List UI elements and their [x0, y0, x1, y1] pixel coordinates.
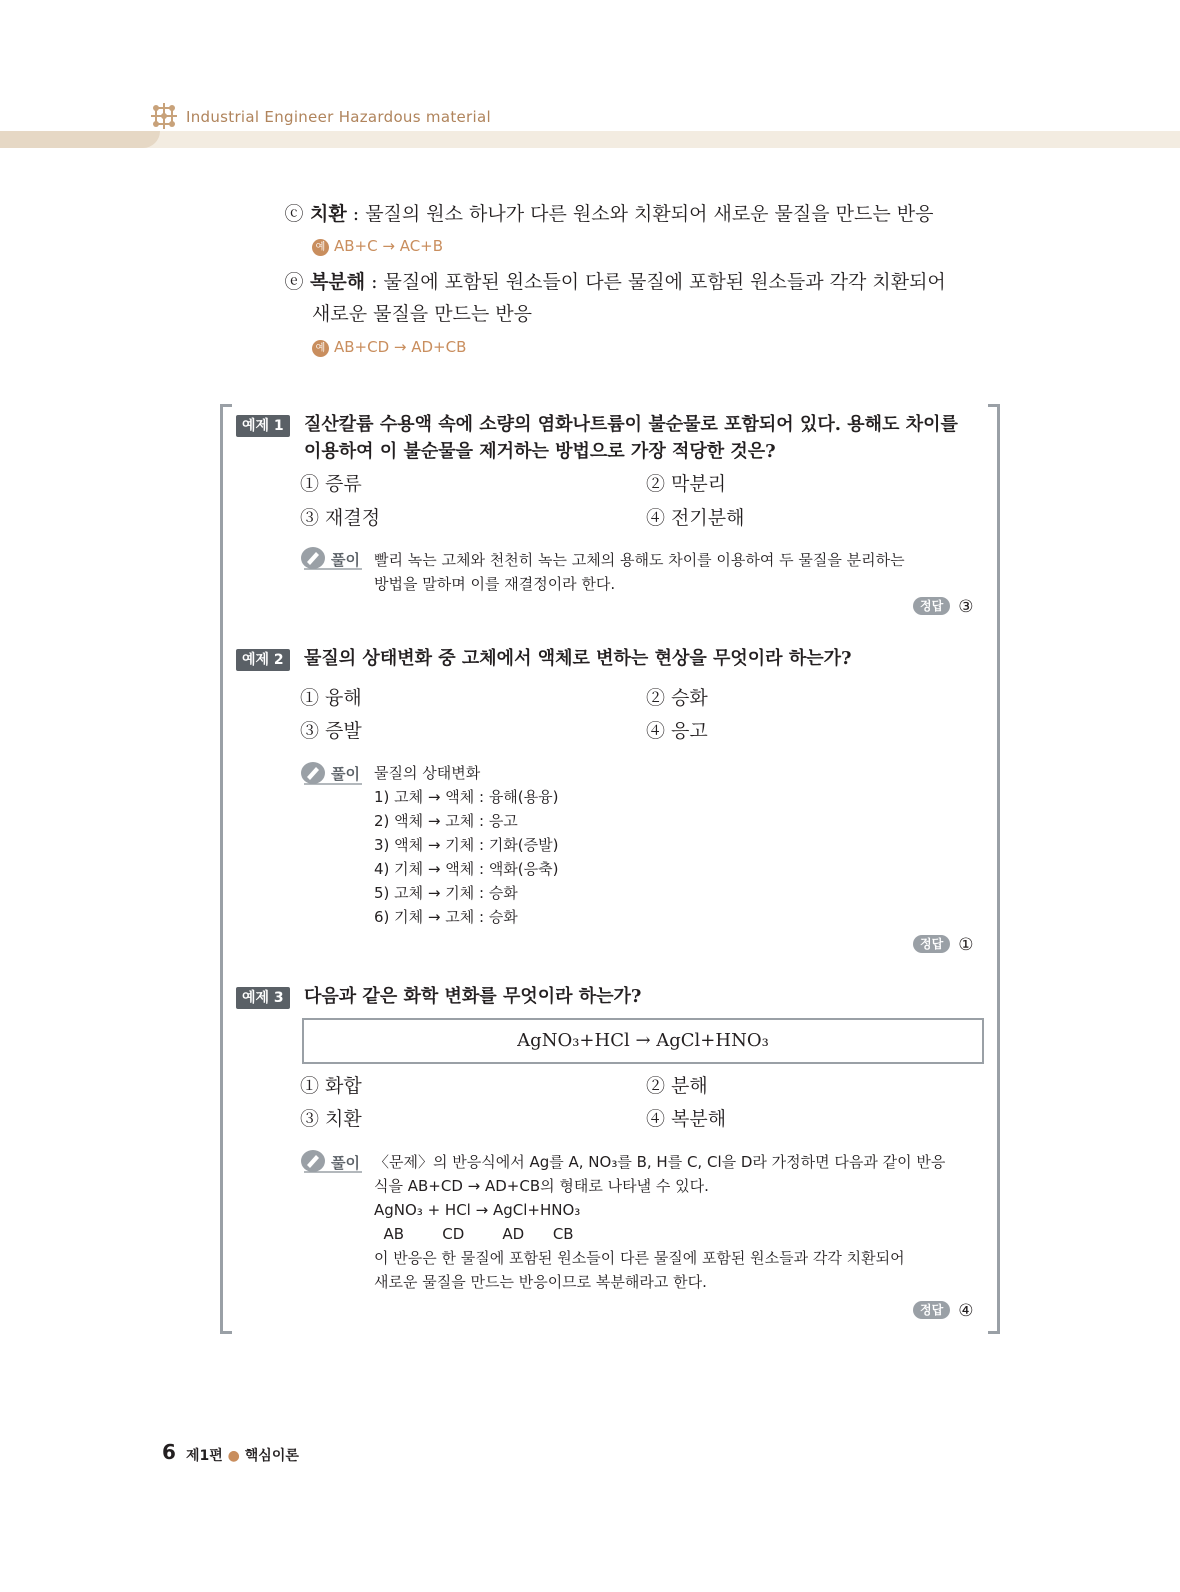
- item-marker: ⓔ: [284, 271, 304, 293]
- header-series-title: Industrial Engineer Hazardous material: [186, 108, 491, 126]
- footer-section-title: 핵심이론: [244, 1448, 299, 1464]
- example-1-solution-line: 빨리 녹는 고체와 천천히 녹는 고체의 용해도 차이를 이용하여 두 물질을 분리하는: [374, 551, 905, 569]
- example-2-question-line1: 물질의 상태변화 중 고체에서 액체로 변하는 현상을 무엇이라 하는가?: [304, 648, 852, 669]
- item-term: 치환: [310, 203, 347, 225]
- item-term: 복분해: [310, 271, 366, 293]
- intro-item-double-displacement-cont: [312, 298, 532, 330]
- example-3-option-4: ④ 복분해: [646, 1108, 727, 1130]
- example-1-badge: 예제 1: [236, 415, 290, 437]
- example-3-solution-line: 이 반응은 한 물질에 포함된 원소들이 다른 물질에 포함된 원소들과 각각 치환되어: [374, 1249, 905, 1267]
- answer-value: ③: [958, 597, 974, 617]
- example-1-solution-line: 방법을 말하며 이를 재결정이라 한다.: [374, 575, 616, 593]
- example-2-option-1: ① 융해: [300, 687, 362, 709]
- example-2-solution-label: 풀이: [331, 765, 360, 783]
- item-description: 물질에 포함된 원소들이 다른 물질에 포함된 원소들과 각각 치환되어: [383, 271, 946, 293]
- example-3-answer: [913, 1301, 973, 1321]
- example-3-solution-line: AgNO₃ + HCl → AgCl+HNO₃: [374, 1201, 581, 1219]
- example-badge: 예: [312, 340, 329, 357]
- answer-badge: 정답: [913, 935, 950, 953]
- example-badge: 예: [312, 239, 329, 256]
- example-2-solution-line: 5) 고체 → 기체 : 승화: [374, 884, 518, 902]
- answer-value: ④: [958, 1301, 974, 1321]
- example-2-solution-line: 3) 액체 → 기체 : 기화(증발): [374, 836, 559, 854]
- example-2-solution-line: 4) 기체 → 액체 : 액화(응축): [374, 860, 559, 878]
- header-band-accent: [0, 131, 160, 148]
- header-band: [0, 131, 1180, 148]
- intro-item-substitution: ⓒ 치환 : 물질의 원소 하나가 다른 원소와 치환되어 새로운 물질을 만드는 반응: [284, 198, 933, 230]
- example-2-option-2: ② 승화: [646, 687, 708, 709]
- example-text: AB+C → AC+B: [334, 237, 444, 255]
- footer-part: 제1편: [186, 1448, 223, 1464]
- item-marker: ⓒ: [284, 203, 304, 225]
- example-2-answer: [913, 935, 973, 955]
- answer-badge: 정답: [913, 597, 950, 615]
- example-1-question-line1: 질산칼륨 수용액 속에 소량의 염화나트륨이 불순물로 포함되어 있다. 용해도 차이를: [304, 414, 958, 435]
- example-2-option-4: ④ 응고: [646, 720, 708, 742]
- example-3-question-line1: 다음과 같은 화학 변화를 무엇이라 하는가?: [304, 986, 642, 1007]
- example-3-solution-line: 〈문제〉의 반응식에서 Ag를 A, NO₃를 B, H를 C, Cl을 D라 가정하면 다음과 같이 반응: [374, 1153, 946, 1171]
- example-2-solution-line: 물질의 상태변화: [374, 764, 481, 782]
- intro-example-substitution: [312, 237, 443, 256]
- example-1-option-2: ② 막분리: [646, 473, 727, 495]
- example-1-option-1: ① 증류: [300, 473, 362, 495]
- example-3-option-1: ① 화합: [300, 1075, 362, 1097]
- footer-dot-icon: ●: [222, 1448, 245, 1464]
- answer-badge: 정답: [913, 1301, 950, 1319]
- example-1-question-line2: 이용하여 이 불순물을 제거하는 방법으로 가장 적당한 것은?: [304, 441, 776, 462]
- intro-item-double-displacement: ⓔ 복분해 : 물질에 포함된 원소들이 다른 물질에 포함된 원소들과 각각 치환되어: [284, 266, 946, 298]
- example-1-option-3: ③ 재결정: [300, 507, 381, 529]
- example-1-option-4: ④ 전기분해: [646, 507, 745, 529]
- example-2-solution-line: 1) 고체 → 액체 : 융해(용융): [374, 788, 559, 806]
- example-3-solution-line: 식을 AB+CD → AD+CB의 형태로 나타낼 수 있다.: [374, 1177, 709, 1195]
- answer-value: ①: [958, 935, 974, 955]
- example-3-option-3: ③ 치환: [300, 1108, 362, 1130]
- footer-section: [186, 1445, 299, 1465]
- example-2-option-3: ③ 증발: [300, 720, 362, 742]
- item-description-cont: 새로운 물질을 만드는 반응: [312, 303, 533, 325]
- intro-example-double-displacement: [312, 338, 466, 357]
- example-3-solution-line: 새로운 물질을 만드는 반응이므로 복분해라고 한다.: [374, 1273, 707, 1291]
- page-number: 6: [162, 1440, 176, 1464]
- item-description: 물질의 원소 하나가 다른 원소와 치환되어 새로운 물질을 만드는 반응: [365, 203, 934, 225]
- example-text: AB+CD → AD+CB: [334, 338, 467, 356]
- example-1-solution-label: 풀이: [331, 551, 360, 569]
- example-2-solution-line: 2) 액체 → 고체 : 응고: [374, 812, 518, 830]
- example-3-option-2: ② 분해: [646, 1075, 708, 1097]
- example-2-badge: 예제 2: [236, 649, 290, 671]
- example-3-solution-line: AB CD AD CB: [374, 1225, 574, 1243]
- example-1-answer: [913, 597, 973, 617]
- molecule-logo-icon: [148, 100, 180, 132]
- example-3-equation-box: AgNO₃+HCl → AgCl+HNO₃: [302, 1018, 984, 1064]
- example-3-badge: 예제 3: [236, 987, 290, 1009]
- example-3-solution-label: 풀이: [331, 1154, 360, 1172]
- example-2-solution-line: 6) 기체 → 고체 : 승화: [374, 908, 518, 926]
